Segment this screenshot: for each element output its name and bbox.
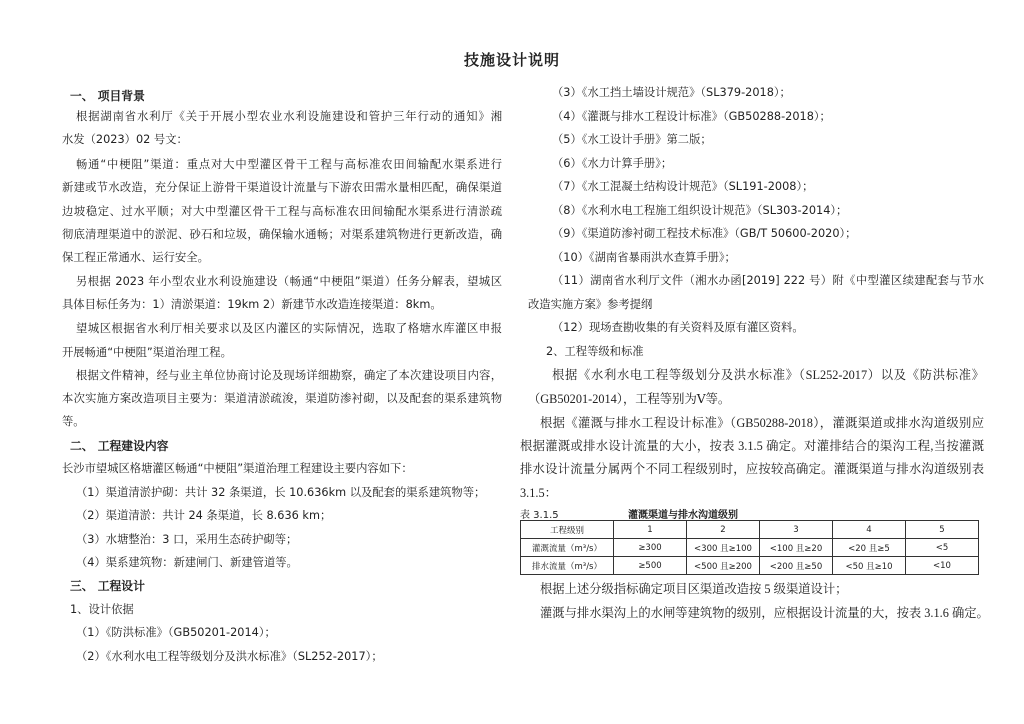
subsection-heading: 1、设计依据 bbox=[70, 603, 134, 616]
text-line: 根据《水利水电工程等级划分及洪水标准》（SL252-2017）以及《防洪标准》 bbox=[552, 368, 984, 382]
text-line: （3）《水工挡土墙设计规范》（SL379-2018）； bbox=[552, 86, 791, 99]
page-title: 技施设计说明 bbox=[463, 51, 560, 69]
table-label: 表 3.1.5 bbox=[520, 510, 559, 521]
text-line: 水发（2023）02 号文： bbox=[62, 133, 188, 146]
table-cell: 灌溉流量（m³/s） bbox=[521, 539, 614, 557]
table-cell: ≥500 bbox=[614, 557, 687, 575]
text-line: （2）渠道清淤：共计 24 条渠道，长 8.636 km； bbox=[76, 509, 332, 522]
text-line: 望城区根据省水利厅相关要求以及区内灌区的实际情况，选取了格塘水库灌区申报 bbox=[76, 322, 502, 335]
table-cell: <100 且≥20 bbox=[760, 539, 833, 557]
table-cell: <300 且≥100 bbox=[687, 539, 760, 557]
text-line: 新建或节水改造，充分保证上游骨干渠道设计流量与下游农田需水量相匹配，确保渠道 bbox=[62, 181, 502, 194]
text-line: （8）《水利水电工程施工组织设计规范》（SL303-2014）； bbox=[552, 204, 848, 217]
table-header-cell: 工程级别 bbox=[521, 521, 614, 539]
text-line: （6）《水力计算手册》； bbox=[552, 157, 673, 170]
text-line: 根据文件精神，经与业主单位协商讨论及现场详细勘察，确定了本次建设项目内容， bbox=[76, 369, 502, 382]
text-line: 排水设计流量分属两个不同工程级别时，应按较高确定。灌溉渠道与排水沟道级别表 bbox=[520, 462, 984, 476]
text-line: （3）水塘整治：3 口，采用生态砖护砌等； bbox=[76, 533, 298, 546]
table-cell: <50 且≥10 bbox=[833, 557, 906, 575]
text-line: 3.1.5： bbox=[520, 486, 557, 500]
table-cell: <20 且≥5 bbox=[833, 539, 906, 557]
text-line: （1）渠道清淤护砌：共计 32 条渠道，长 10.636km 以及配套的渠系建筑物等； bbox=[76, 486, 486, 499]
table-header-cell: 1 bbox=[614, 521, 687, 539]
table-header-cell: 4 bbox=[833, 521, 906, 539]
text-line: 边坡稳定、过水平顺；对大中型灌区骨干工程与高标准农田间输配水渠系进行清淤疏 bbox=[62, 205, 502, 218]
text-line: 长沙市望城区格塘灌区畅通“中梗阻”渠道治理工程建设主要内容如下： bbox=[62, 462, 413, 475]
table-header-row bbox=[521, 521, 979, 539]
table-row bbox=[521, 557, 979, 575]
table-cell: 排水流量（m³/s） bbox=[521, 557, 614, 575]
text-line: （12）现场查勘收集的有关资料及原有灌区资料。 bbox=[552, 321, 804, 334]
section-heading-3: 三、 工程设计 bbox=[70, 579, 145, 593]
text-line: 另根据 2023 年小型农业水利设施建设（畅通“中梗阻”渠道）任务分解表，望城区 bbox=[76, 275, 502, 288]
text-line: 根据湖南省水利厅《关于开展小型农业水利设施建设和管护三年行动的通知》湘 bbox=[76, 110, 502, 123]
text-line: （2）《水利水电工程等级划分及洪水标准》（SL252-2017）； bbox=[76, 650, 383, 663]
table-cell: <10 bbox=[906, 557, 979, 575]
grade-table bbox=[520, 520, 979, 575]
text-line: 开展畅通“中梗阻”渠道治理工程。 bbox=[62, 346, 232, 359]
section-heading-2: 二、 工程建设内容 bbox=[70, 439, 169, 453]
table-cell: ≥300 bbox=[614, 539, 687, 557]
text-line: 改造实施方案》参考提纲 bbox=[528, 298, 653, 311]
text-line: 保工程正常通水、运行安全。 bbox=[62, 251, 209, 264]
table-cell: <200 且≥50 bbox=[760, 557, 833, 575]
text-line: 灌溉与排水渠沟上的水闸等建筑物的级别，应根据设计流量的大，按表 3.1.6 确定。 bbox=[540, 606, 989, 620]
text-line: （10）《湖南省暴雨洪水查算手册》； bbox=[552, 251, 736, 264]
text-line: （4）渠系建筑物：新建闸门、新建管道等。 bbox=[76, 556, 298, 569]
text-line: （7）《水工混凝土结构设计规范》（SL191-2008）； bbox=[552, 180, 814, 193]
section-heading-1: 一、 项目背景 bbox=[70, 89, 145, 103]
text-line: （11）湖南省水利厅文件（湘水办函[2019] 222 号）附《中型灌区续建配套与节水 bbox=[552, 274, 984, 287]
text-line: （9）《渠道防渗衬砌工程技术标准》（GB/T 50600-2020）； bbox=[552, 227, 857, 240]
table-cell: <5 bbox=[906, 539, 979, 557]
text-line: 根据上述分级指标确定项目区渠道改造按 5 级渠道设计； bbox=[540, 582, 848, 596]
table-header-cell: 5 bbox=[906, 521, 979, 539]
text-line: 畅通“中梗阻”渠道：重点对大中型灌区骨干工程与高标准农田间输配水渠系进行 bbox=[76, 158, 502, 171]
table-cell: <500 且≥200 bbox=[687, 557, 760, 575]
text-line: （4）《灌溉与排水工程设计标准》（GB50288-2018）； bbox=[552, 110, 831, 123]
subsection-heading: 2、工程等级和标准 bbox=[546, 345, 644, 358]
text-line: 根据《灌溉与排水工程设计标准》（GB50288-2018），灌溉渠道或排水沟道级别应 bbox=[540, 416, 984, 430]
text-line: 等。 bbox=[62, 415, 85, 428]
table-row bbox=[521, 539, 979, 557]
table-header-cell: 3 bbox=[760, 521, 833, 539]
text-line: （GB50201-2014），工程等别为Ⅴ等。 bbox=[528, 392, 731, 406]
text-line: （1）《防洪标准》（GB50201-2014）； bbox=[76, 626, 276, 639]
text-line: 具体目标任务为：1）清淤渠道：19km 2）新建节水改造连接渠道：8km。 bbox=[62, 298, 442, 311]
table-header-cell: 2 bbox=[687, 521, 760, 539]
text-line: （5）《水工设计手册》第二版； bbox=[552, 133, 712, 146]
table-caption bbox=[520, 506, 984, 521]
table-title: 灌溉渠道与排水沟道级别 bbox=[628, 510, 738, 521]
text-line: 根据灌溉或排水设计流量的大小，按表 3.1.5 确定。对灌排结合的渠沟工程,当按灌溉 bbox=[520, 439, 984, 453]
text-line: 彻底清理渠道中的淤泥、砂石和垃圾，确保输水通畅；对渠系建筑物进行更新改造，确 bbox=[62, 228, 502, 241]
text-line: 本次实施方案改造项目主要为：渠道清淤疏浚，渠道防渗衬砌，以及配套的渠系建筑物 bbox=[62, 392, 502, 405]
